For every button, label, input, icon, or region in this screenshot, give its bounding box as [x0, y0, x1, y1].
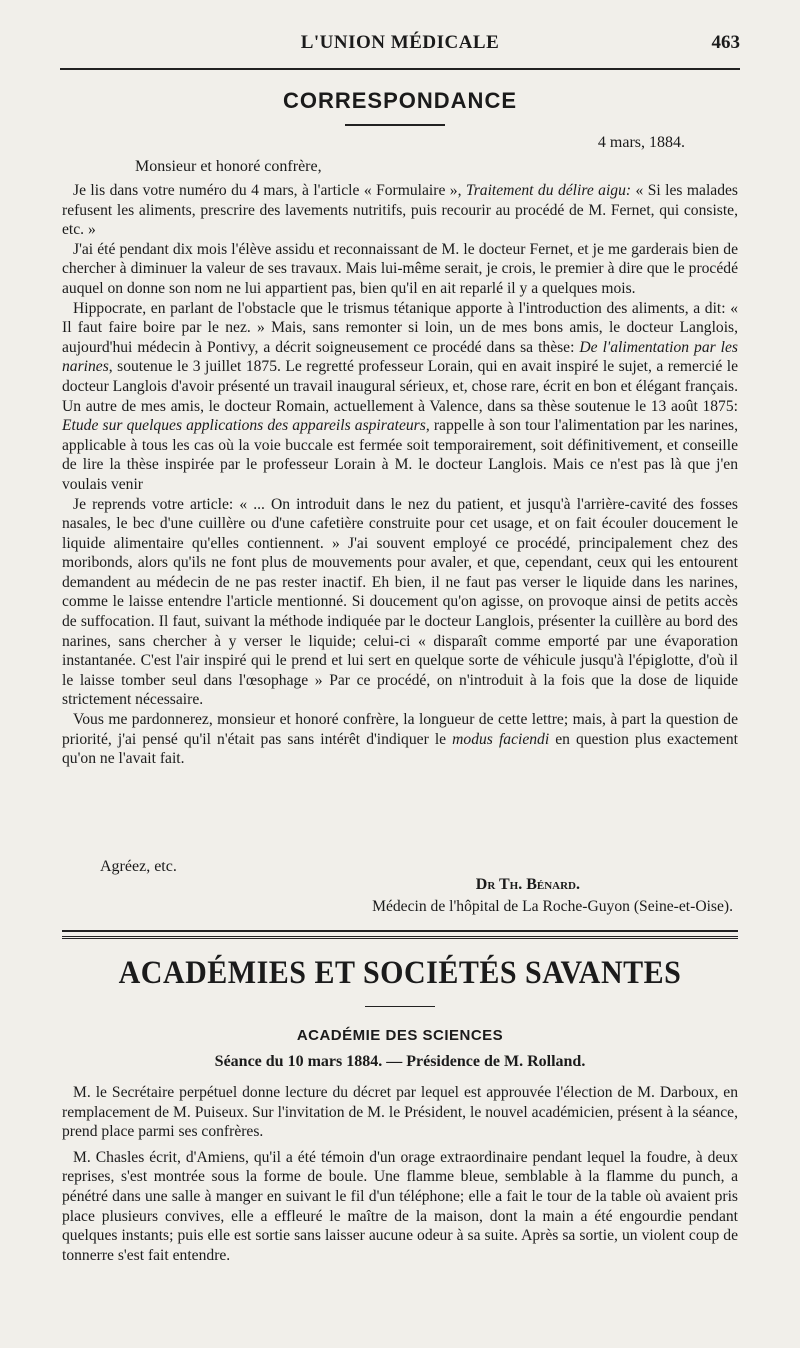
- subsection-title: ACADÉMIE DES SCIENCES: [296, 1027, 504, 1044]
- letter-paragraph: [62, 495, 738, 711]
- academy-paragraph: M. Chasles écrit, d'Amiens, qu'il a été témoin d'un orage extraordinaire pendant lequel la foudre, à deux reprises, s'est montrée sous la forme de boule. Une flamme bleue, semblable à la flamme du punch, a pénétré dans une salle à manger en suivant le fil d'un téléphone; elle a fait le tour de la table où avaient pris place plusieurs convives, elle a effleuré le maître de la maison, dont la main a été engourdie pendant quelques instants; puis elle est sortie sans laisser aucune odeur à sa suite. Après sa sortie, un violent coup de tonnerre s'est fait entendre.: [62, 1148, 738, 1264]
- text-run: en question plus exactement qu'on ne l'avait fait.: [62, 730, 738, 768]
- section-title-correspondance: CORRESPONDANCE: [282, 88, 518, 113]
- letter-salutation: Monsieur et honoré confrère,: [135, 158, 322, 175]
- letter-paragraph: [62, 181, 738, 240]
- letter-signature: Dr Th. Bénard.: [475, 876, 580, 893]
- italic-title: Traitement du délire aigu:: [465, 182, 632, 199]
- text-run: , soutenue le 3 juillet 1875. Le regretté professeur Lorain, qui en avait inspiré le sujet, a remercié le docteur Langlois d'avoir présenté un travail inaugural sérieux, et, chose rare, écrit en bon et élégant français. Un autre de mes amis, le docteur Romain, actuellement à Valence, dans sa thèse soutenue le 13 août 1875:: [62, 358, 738, 415]
- page-header: [60, 30, 740, 60]
- letter-paragraph: [62, 240, 738, 299]
- academy-body: [62, 1083, 738, 1271]
- italic-title: De l'alimentation par les narines: [62, 338, 738, 376]
- title-underline: [345, 124, 445, 126]
- text-run: J'ai été pendant dix mois l'élève assidu et reconnaissant de M. le docteur Fernet, et je me garderais bien de chercher à diminuer la valeur de ses travaux. Mais lui-même serait, je crois, le premier à dire que le procédé auquel on donne son nom ne lui appartient pas, bien qu'il en ait reparlé il y a quelques mois.: [62, 240, 738, 297]
- page-number: 463: [711, 32, 740, 53]
- text-run: Vous me pardonnerez, monsieur et honoré confrère, la longueur de cette lettre; mais, à part la question de priorité, j'ai pensé qu'il n'était pas sans intérêt d'indiquer le: [62, 711, 738, 748]
- letter-paragraph: [62, 299, 738, 495]
- header-rule: [60, 68, 740, 70]
- title-underline: [365, 1006, 435, 1007]
- section-title-academies: ACADÉMIES ET SOCIÉTÉS SAVANTES: [118, 954, 682, 991]
- text-run: Hippocrate, en parlant de l'obstacle que le trismus tétanique apporte à l'introduction des aliments, a dit: « Il faut faire boire par le nez. » Mais, sans remonter si loin, un de mes bons amis, le docteur Langlois, aujourd'hui médecin à Pontivy, a décrit soigneusement ce procédé dans sa thèse:: [62, 299, 738, 356]
- italic-title: Etude sur quelques applications des appareils aspirateurs: [62, 417, 426, 435]
- letter-paragraph: [62, 710, 738, 769]
- text-run: , rappelle à son tour l'alimentation par les narines, applicable à tous les cas où la voie buccale est fermée soit temporairement, soit définitivement, et conseille de lire la thèse inspirée par le professeur Lorain à M. le docteur Langlois. Mais ce n'est pas là que j'en voulais venir: [62, 417, 738, 493]
- section-divider-thin: [62, 938, 738, 939]
- academy-paragraph: M. le Secrétaire perpétuel donne lecture du décret par lequel est approuvée l'élection de M. Darboux, en remplacement de M. Puiseux. Sur l'invitation de M. le Président, le nouvel académicien, présent à la séance, prend place parmi ses confrères.: [62, 1084, 738, 1141]
- text-run: « Si les malades refusent les aliments, prescrire des lavements nutritifs, puis recourir au procédé de M. Fernet, qui consiste, etc. »: [62, 182, 738, 239]
- italic-term: modus faciendi: [452, 730, 550, 748]
- text-run: Je lis dans votre numéro du 4 mars, à l'article « Formulaire »,: [73, 182, 466, 199]
- text-run: Je reprends votre article: « ... On introduit dans le nez du patient, et jusqu'à l'arrière-cavité des fosses nasales, le bec d'une cuillère ou d'une cafetière construite pour cet usage, et on fait écouler doucement le liquide alimentaire qu'elles contiennent. » J'ai souvent employé ce procédé, principalement chez des moribonds, alors qu'ils ne font plus de mouvements pour avaler, et que, cependant, ceux qui les entourent demandent au médecin de ne pas rester inactif. Eh bien, il ne faut pas verser le liquide dans les narines, comme le laisse entendre l'article mentionné. Si doucement qu'on agisse, on provoque ainsi de petits accès de suffocation. Il faut, suivant la méthode indiquée par le docteur Langlois, présenter la cuillère au bord des narines, sans chercher à y verser le liquide; celui-ci « disparaît comme emporté par une évaporation instantanée. C'est l'air inspiré qui le prend et lui sert en quelque sorte de véhicule jusqu'à l'épiglotte, d'où il le laisse tomber seul dans l'œsophage » Par ce procédé, on n'introduit à la fois que la dose de liquide strictement nécessaire.: [62, 495, 738, 709]
- seance-line: Séance du 10 mars 1884. — Présidence de M. Rolland.: [214, 1053, 586, 1070]
- letter-date: 4 mars, 1884.: [597, 134, 685, 151]
- letter-closing: Agréez, etc.: [100, 858, 177, 875]
- signature-title: Médecin de l'hôpital de La Roche-Guyon (Seine-et-Oise).: [372, 898, 733, 915]
- running-title: L'UNION MÉDICALE: [300, 32, 500, 53]
- letter-body: [62, 181, 738, 769]
- section-divider: [62, 930, 738, 937]
